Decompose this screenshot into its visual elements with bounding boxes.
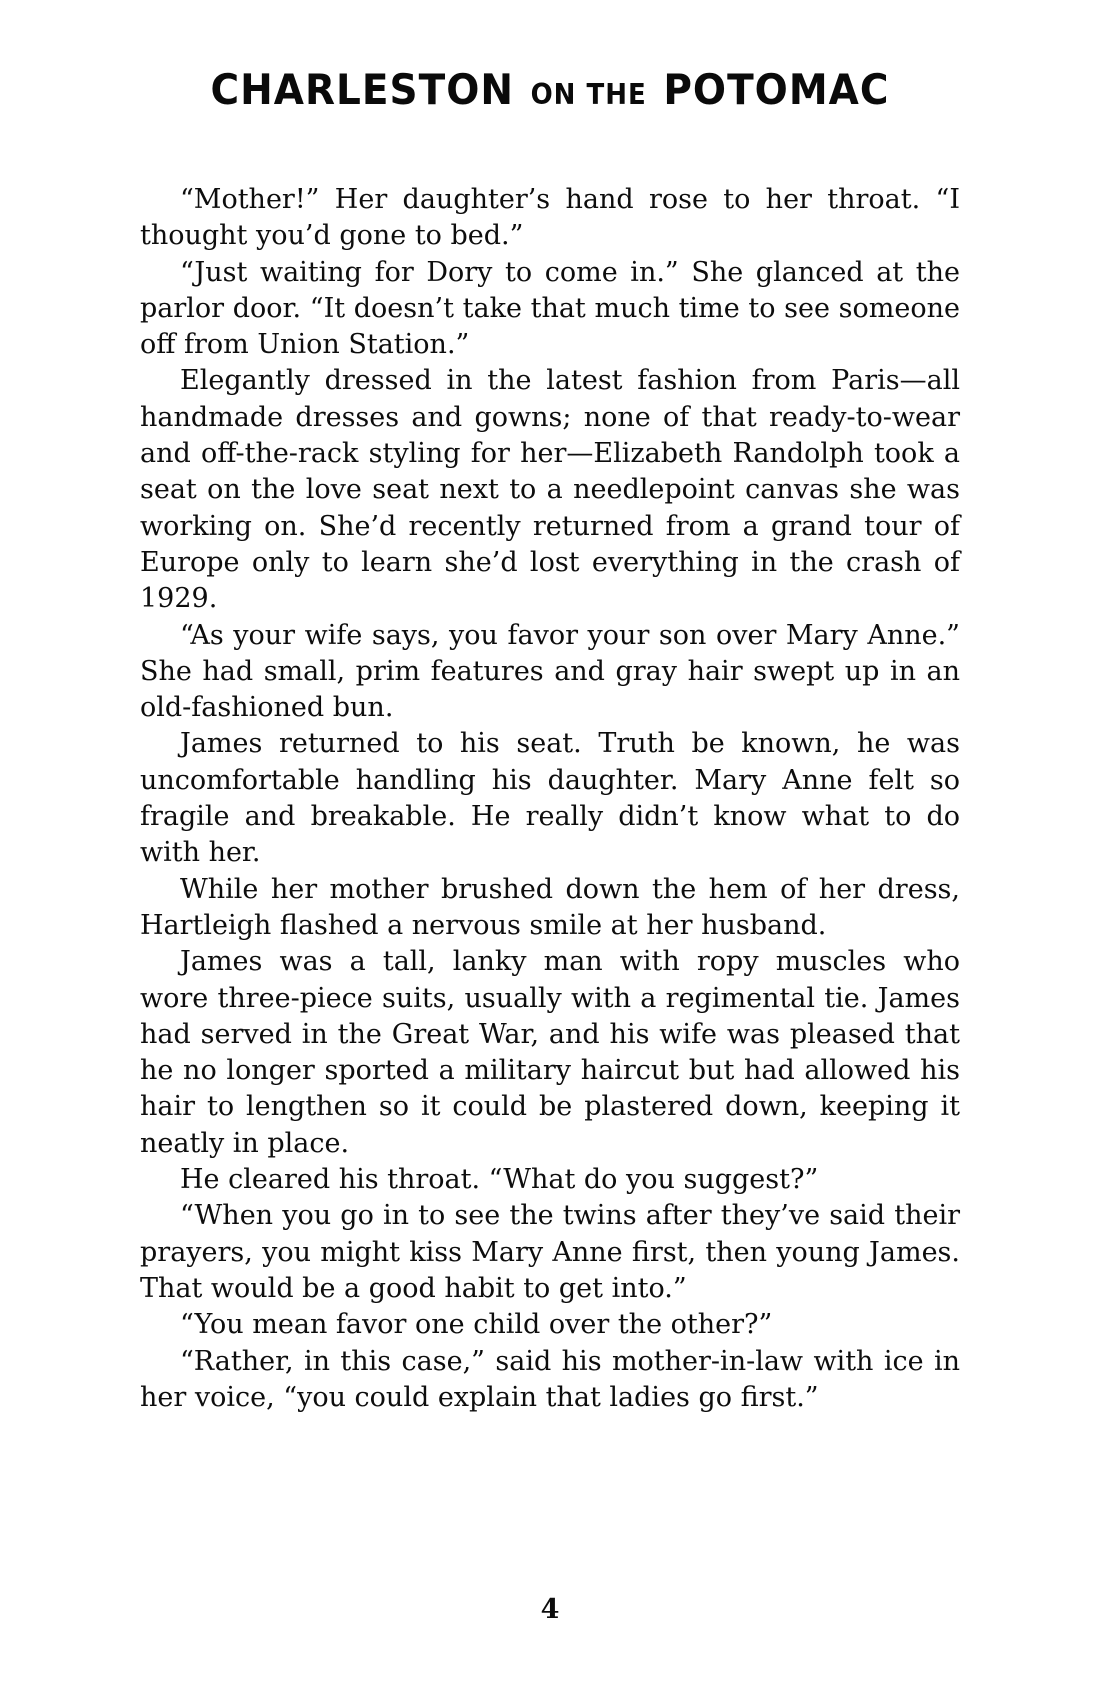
page-number: 4 (540, 1594, 560, 1625)
chapter-title-connector: ON THE (530, 78, 647, 112)
paragraph: “Rather, in this case,” said his mother-in-law with ice in her voice, “you could explain that ladies go first.” (140, 1345, 960, 1413)
paragraph: “You mean favor one child over the other?” (180, 1309, 773, 1341)
paragraph: While her mother brushed down the hem of her dress, Hartleigh flashed a nervous smile at her husband. (140, 873, 960, 941)
body-text (140, 182, 960, 1416)
paragraph: Elegantly dressed in the latest fashion from Paris—all handmade dresses and gowns; none of that ready-to-wear and off-the-rack styling for her—Elizabeth Randolph took a seat on the love seat next to a needlepoint canvas she was working on. She’d recently returned from a grand tour of Europe only to learn she’d lost everything in the crash of 1929. (140, 365, 960, 615)
page-footer (140, 1594, 960, 1625)
paragraph: “Mother!” Her daughter’s hand rose to her throat. “I thought you’d gone to bed.” (140, 184, 960, 252)
paragraph: “As your wife says, you favor your son over Mary Anne.” She had small, prim features and gray hair swept up in an old-fashioned bun. (140, 619, 960, 724)
paragraph: He cleared his throat. “What do you suggest?” (180, 1164, 819, 1196)
chapter-title (140, 66, 960, 115)
chapter-title-word-2: POTOMAC (663, 66, 890, 115)
paragraph: James returned to his seat. Truth be known, he was uncomfortable handling his daughter. Mary Anne felt so fragile and breakable. He really didn’t know what to do with her. (140, 728, 960, 869)
chapter-title-word-1: CHARLESTON (210, 66, 514, 115)
paragraph: James was a tall, lanky man with ropy muscles who wore three-piece suits, usually with a regimental tie. James had served in the Great War, and his wife was pleased that he no longer sported a military haircut but had allowed his hair to lengthen so it could be plastered down, keeping it neatly in place. (140, 946, 960, 1159)
paragraph: “Just waiting for Dory to come in.” She glanced at the parlor door. “It doesn’t take that much time to see someone off from Union Station.” (140, 256, 960, 361)
paragraph: “When you go in to see the twins after they’ve said their prayers, you might kiss Mary Anne first, then young James. That would be a good habit to get into.” (140, 1200, 960, 1304)
